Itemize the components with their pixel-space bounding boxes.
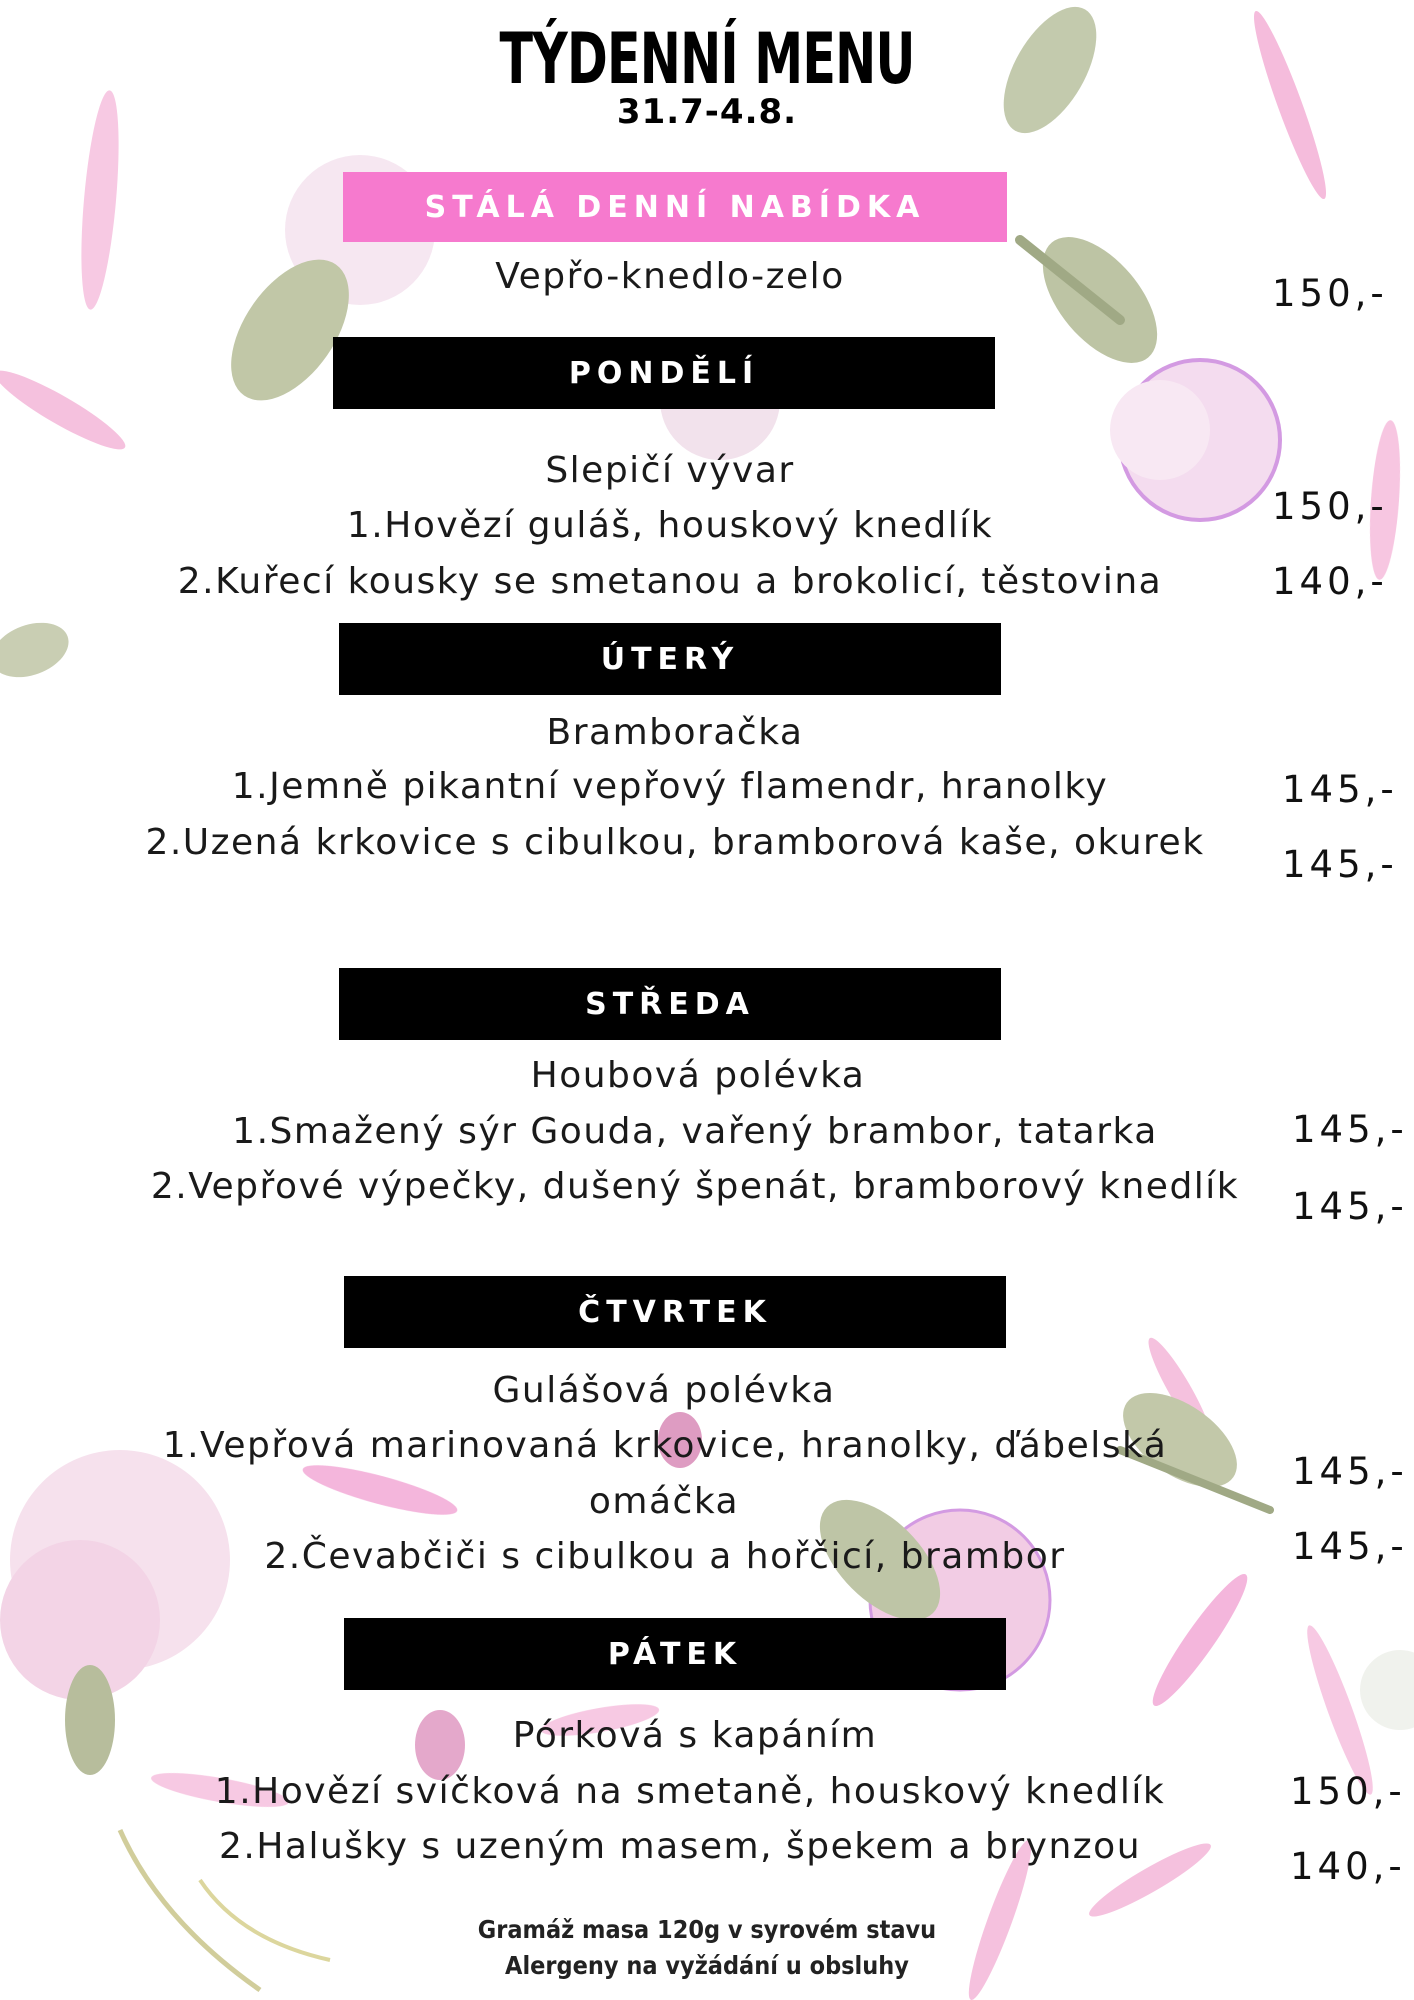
footer-meat-weight-note: Gramáž masa 120g v syrovém stavu: [477, 1915, 937, 1944]
bud: [65, 1665, 115, 1775]
tuesday-meal-2: 2.Uzená krkovice s cibulkou, bramborová kaše, okurek: [145, 822, 1205, 863]
tuesday-price-2: 145,-: [1282, 843, 1398, 886]
petal: [0, 360, 132, 459]
thursday-price-2: 145,-: [1292, 1525, 1408, 1568]
tuesday-price-1: 145,-: [1282, 768, 1398, 811]
day-header-tuesday: [339, 623, 1001, 695]
tuesday-soup: Bramboračka: [546, 712, 804, 753]
day-header-wednesday: [339, 968, 1001, 1040]
thursday-soup: Gulášová polévka: [492, 1370, 836, 1411]
footer-allergens-note: Alergeny na vyžádání u obsluhy: [505, 1951, 909, 1980]
wednesday-meal-1: 1.Smažený sýr Gouda, vařený brambor, tatarka: [232, 1111, 1158, 1152]
friday-price-2: 140,-: [1290, 1845, 1406, 1888]
day-header-thursday: [344, 1276, 1006, 1348]
thursday-price-1: 145,-: [1292, 1450, 1408, 1493]
day-label-friday: PÁTEK: [607, 1636, 743, 1672]
tuesday-meal-1: 1.Jemně pikantní vepřový flamendr, hranolky: [231, 766, 1109, 807]
flower: [1360, 1650, 1414, 1730]
standing-offer-price: 150,-: [1272, 272, 1388, 315]
day-label-monday: PONDĚLÍ: [568, 355, 760, 391]
wednesday-price-1: 145,-: [1292, 1108, 1408, 1151]
bud: [0, 613, 76, 687]
monday-soup: Slepičí vývar: [545, 450, 795, 491]
date-range: 31.7-4.8.: [616, 92, 798, 132]
friday-price-1: 150,-: [1290, 1770, 1406, 1813]
friday-soup: Pórková s kapáním: [512, 1715, 878, 1756]
monday-price-2: 140,-: [1272, 560, 1388, 603]
day-header-monday: [333, 337, 995, 409]
petal: [299, 1456, 461, 1524]
day-label-wednesday: STŘEDA: [585, 986, 755, 1022]
monday-meal-2: 2.Kuřecí kousky se smetanou a brokolicí, těstovina: [177, 561, 1163, 602]
friday-meal-1: 1.Hovězí svíčková na smetaně, houskový knedlík: [214, 1771, 1166, 1812]
wednesday-soup: Houbová polévka: [530, 1055, 866, 1096]
thursday-meal-1-line-2: omáčka: [588, 1481, 740, 1522]
wednesday-price-2: 145,-: [1292, 1185, 1408, 1228]
friday-meal-2: 2.Halušky s uzeným masem, špekem a brynzou: [218, 1826, 1142, 1867]
standing-offer-header: [343, 172, 1007, 242]
thursday-meal-1-line-1: 1.Vepřová marinovaná krkovice, hranolky, ďábelská: [162, 1425, 1168, 1466]
day-label-thursday: ČTVRTEK: [578, 1294, 772, 1330]
wednesday-meal-2: 2.Vepřové výpečky, dušený špenát, bramborový knedlík: [150, 1166, 1240, 1207]
monday-price-1: 150,-: [1272, 485, 1388, 528]
standing-offer-item: Vepřo-knedlo-zelo: [495, 256, 845, 297]
standing-offer-label: STÁLÁ DENNÍ NABÍDKA: [424, 189, 926, 225]
page-title: TÝDENNÍ MENU: [499, 18, 915, 100]
day-label-tuesday: ÚTERÝ: [600, 641, 740, 677]
flower: [1110, 380, 1210, 480]
day-header-friday: [344, 1618, 1006, 1690]
petal: [1143, 1566, 1258, 1713]
thursday-meal-2: 2.Čevabčiči s cibulkou a hořčicí, brambor: [264, 1536, 1066, 1577]
monday-meal-1: 1.Hovězí guláš, houskový knedlík: [346, 505, 994, 546]
